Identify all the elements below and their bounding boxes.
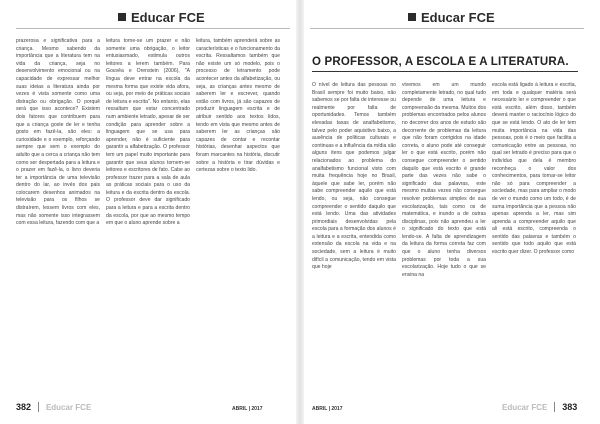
footer-date: ABRIL | 2017 — [232, 406, 263, 412]
left-column-3 — [196, 38, 280, 175]
header-rule — [16, 28, 290, 29]
title-rule — [312, 71, 578, 72]
square-bullet-icon — [118, 13, 126, 21]
left-page-footer — [16, 402, 91, 412]
paragraph: leitura, também aprenderá sobre as características e o funcionamento da escrita. Ressaltamos também que não existe um só modelo, pois o processo de letramento pode acontecer antes da alfabetização, ou seja, as crianças antes mesmo de saberem ler e escrever, quando estão com livros, já são capazes de produzir linguagem escrita e de atribuir sentido aos textos lidos, tendo em vista que mesmo antes de saberem ler as crianças são capazes de contar e recontar histórias, desenhar aspectos que foram marcantes na história, discutir sobre a história e tirar dúvidas e certezas sobre o texto lido. — [196, 38, 280, 174]
paragraph: O nível de leitura das pessoas no Brasil sempre foi muito baixo, não sabemos se por falta de interesse ou realmente por falta de oportunidades. Temos também elevadas taxas de analfabetismo, talvez pelo poder aquisitivo baixo, a ausência de políticas culturais e continuas e a influência da mídia são alguns itens que podemos julgar relacionados ao problema do analfabetismo funcional visto com muita frequência hoje no Brasil, àquele que sabe ler, porém não sabe compreender aquilo que está lendo, ou seja, não consegue compreender o sentido daquilo que está lendo. Uma das atividades primordiais desenvolvidas pela escola para a formação dos alunos é a leitura e a escrita, entendida como extensão da escola na vida e na sociedade, sem a leitura é muito difícil a comunicação, tendo em vista que hoje — [312, 82, 396, 271]
right-column-1 — [312, 82, 396, 272]
right-column-3 — [492, 82, 576, 257]
footer-divider — [554, 402, 555, 412]
right-column-2 — [402, 82, 486, 279]
right-page-header — [408, 10, 495, 25]
square-bullet-icon — [408, 13, 416, 21]
page-number: 382 — [16, 402, 32, 412]
left-footer-date-wrap — [232, 405, 263, 412]
left-page — [0, 0, 290, 424]
header-brand: Educar FCE — [421, 10, 495, 25]
article-title: O PROFESSOR, A ESCOLA E A LITERATURA. — [312, 56, 569, 68]
page-gutter — [296, 0, 304, 424]
right-footer-date-wrap — [312, 405, 343, 412]
footer-brand: Educar FCE — [502, 403, 548, 412]
right-page-footer — [502, 402, 577, 412]
left-column-2 — [106, 38, 190, 228]
left-column-1 — [16, 38, 100, 228]
page-number: 383 — [562, 402, 578, 412]
paragraph: prazerosa e significativa para a criança. Mesmo sabendo da importância que a literatura tem na vida da criança, seja no desenvolvimento emocional ou na capacidade de expressar melhor suas ideias a literatura ainda por vezes é vista somente como uma distração ou obrigação. O porquê será que isso acontece? Existem dois fatores que contribuem para que a criança goste de ler e tenha gosto em fazê-la, são eles: a curiosidade e o exemplo, reforçando sempre que sem o exemplo do adulto que a cerca a criança não tem como ser despertada para a leitura e o prazer em fazê-la, o livro deveria ter a importância de uma televisão dentro do lar, ao invés dos pais colocarem desenhos animados na televisão para os filhos se distraírem, lessem livros com eles, mas não somente isso integrassem com essa leitura, fazendo com que a — [16, 38, 100, 227]
header-rule — [310, 28, 584, 29]
footer-date: ABRIL | 2017 — [312, 406, 343, 412]
paragraph: escola está ligado à leitura e escrita, em toda e qualquer matéria será necessário ler e compreender o que está escrito, além disso, também deverá manter o raciocínio lógico do que se está lendo. O ato de ler tem muita importância na vida das pessoas, pois é o meio que facilita a comunicação entre as pessoas, no qual ser letrado é preciso para que o indivíduo que dela é membro reconheça o valor dos conhecimentos, para tornar-se leitor não só para compreender a sociedade, mas para ampliar o modo de ver o mundo como um todo, é de suma importância que a pessoa não apenas aprenda a ler, mas sim aprenda a compreender aquilo que ali está escrito, compreenda o sentido das palavras e também o sentido que todo aquilo que está escrito quer dizer. O professor como — [492, 82, 576, 256]
paragraph: vivemos em um mundo completamente letrado, no qual tudo depende de uma leitura e compreensão da mesma. Muitos dos problemas encontrados pelos alunos no decorrer dos anos de estudo são decorrente de problemas da leitura que não foram corrigidos na idade correta, o aluno pode até conseguir ler o que está escrito, porém não consegue compreender o sentido daquilo que está escrito é grande parte das vezes não sabe o significado das palavras, este mesmo muitas vezes não consegue resolver problemas simples de sua escolarização, tais como os de matemática, e inundo a de outras disciplinas, pois não aprendeu a ler o significado do texto que está lendo-se. A falta de aprendizagem da leitura da forma correta faz com que o aluno tenha diversos problemas por toda a sua escolarização. Hoje tudo o que se ensina na — [402, 82, 486, 278]
header-brand: Educar FCE — [131, 10, 205, 25]
footer-brand: Educar FCE — [45, 403, 92, 412]
paragraph: leitura torne-se um prazer e não somente uma obrigação, o leitor entusiasmado, estimula outros leitores a lerem também. Para Gouvêa e Orenstein (2006), "A língua deve entrar na escola da mesma forma que existe vida afora, ou seja, por meio de práticas sociais de leitura e escrita". No entanto, elas ressaltam que estar concentrado num ambiente letrado, apesar de ser condição para aprender sobre a linguagem que se usa para aprender, não é suficiente para garantir a alfabetização. O professor tem um papel muito importante para garantir que seus alunos tornem-se leitores e escritores de fato. Cabe ao professor trazer para a sala de aula as práticas sociais para o uso da leitura e da escrita dentro da escola. O professor deve dar significado para a leitura e para a escrita dentro da escola, por que ao mesmo tempo em que o aluno aprende sobre a — [106, 38, 190, 227]
left-page-header — [118, 10, 205, 25]
footer-divider — [38, 402, 39, 412]
right-page — [310, 0, 600, 424]
